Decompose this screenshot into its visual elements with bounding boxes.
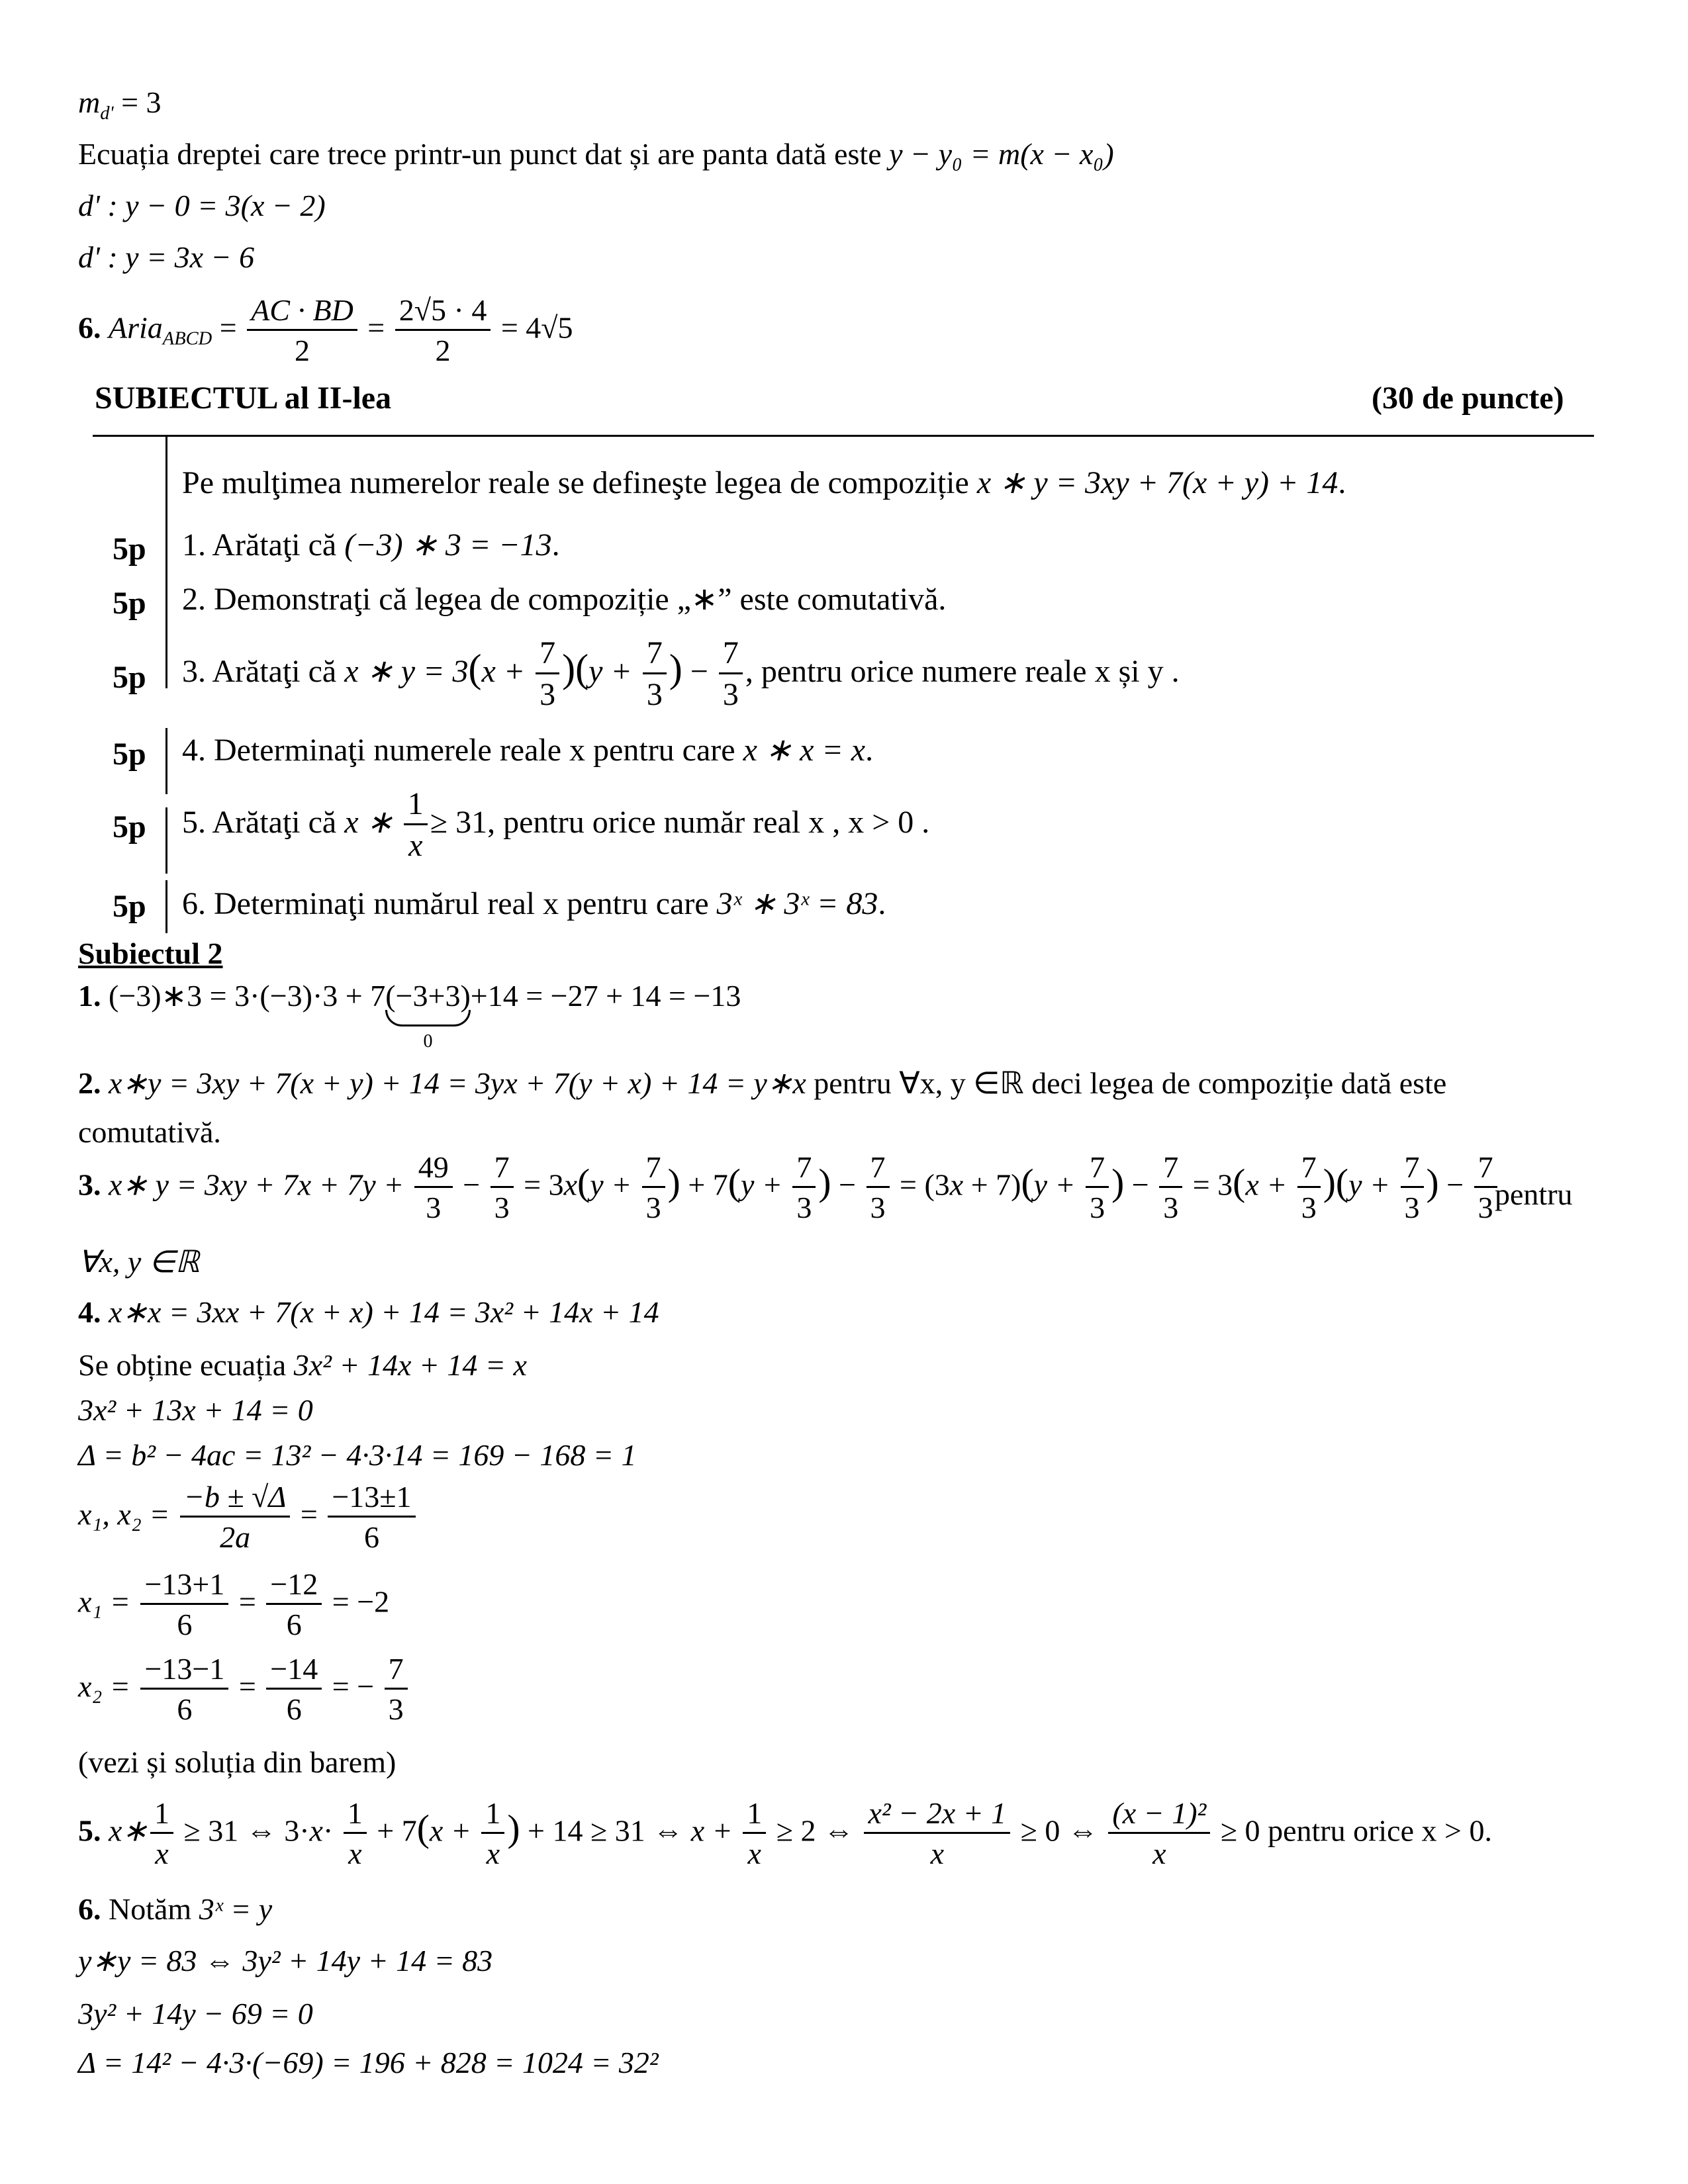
solution-4-x2: x₂ = $\frac{-13-1}{6}$ = $\frac{-14}{6}$ = − $\frac{7}{3}$ (78, 1653, 410, 1726)
problem-item-2: 2. Demonstraţi că legea de compoziție „∗” este comutativă. (182, 582, 947, 617)
points-label: 5p (113, 737, 146, 772)
area-formula: 6. Aria$_{ABCD}$ = $\frac{AC \cdot BD}{2}$ = $\frac{2√5 \cdot 4}{2}$ = 4√5 (78, 293, 573, 368)
solution-6-eq2: 3y² + 14y − 69 = 0 (78, 1997, 313, 2030)
points-label: 5p (113, 586, 146, 621)
section-title: SUBIECTUL al II-lea (95, 381, 392, 416)
solution-4-eq: Se obține ecuația 3x² + 14x + 14 = x (78, 1348, 527, 1382)
problem-item-4: 4. Determinaţi numerele reale x pentru care x ∗ x = x. (182, 733, 874, 768)
solution-6-delta: Δ = 14² − 4·3·(−69) = 196 + 828 = 1024 = 32² (78, 2046, 659, 2079)
points-label: 5p (113, 660, 146, 695)
points-label: 5p (113, 809, 146, 844)
solution-3-forall: ∀x, y ∈ℝ (78, 1245, 200, 1279)
problem-item-6: 6. Determinaţi numărul real x pentru care 3ˣ ∗ 3ˣ = 83. (182, 886, 886, 921)
solution-3: 3. x∗ y = 3xy + 7x + 7y + $\frac{49}{3}$ − $\frac{7}{3}$ = 3x(y + $\frac{7}{3}$ ) + 7(y + $\frac{7}{3}$ ) − $\frac{7}{3}$ = (3x + 7)(y + $\frac{7}{3}$ ) − $\frac{7}{3}$ = 3(x + $\frac{7}{3}$ )(y + $\frac{7}{3}$ ) − $\frac{7}{3}$ (78, 1152, 1500, 1224)
solution-6-eq1: y∗y = 83 ⇔ 3y² + 14y + 14 = 83 (78, 1944, 493, 1978)
divider-bar (165, 807, 167, 874)
header-rule (93, 435, 1594, 437)
line-d-prime-2: d' : y = 3x − 6 (78, 240, 255, 274)
solution-4-delta: Δ = b² − 4ac = 13² − 4·3·14 = 169 − 168 = 1 (78, 1438, 637, 1472)
divider-bar (165, 728, 167, 794)
solution-4-eq2: 3x² + 13x + 14 = 0 (78, 1393, 313, 1427)
solution-1: 1. (−3)∗3 = 3·(−3)·3 + 7(−3+3) 0 +14 = −27 + 14 = −13 (78, 979, 741, 1052)
line-equation-text: Ecuația dreptei care trece printr-un punct dat și are panta dată este y − y₀ = m(x − x₀) (78, 137, 1114, 171)
solution-4: 4. x∗x = 3xx + 7(x + x) + 14 = 3x² + 14x + 14 (78, 1295, 659, 1329)
solution-4-roots: x₁, x₂ = $\frac{-b \pm √\Delta}{2a}$ = $\frac{-13\pm 1}{6}$ (78, 1481, 418, 1554)
section-points: (30 de puncte) (1372, 381, 1564, 416)
solution-title: Subiectul 2 (78, 936, 223, 970)
problem-item-3: 3. Arătaţi că x ∗ y = 3(x + $\frac{7}{3}$ )(y + $\frac{7}{3}$ ) − $\frac{7}{3}$ , pentru orice numere reale x și y . (182, 635, 1180, 713)
points-label: 5p (113, 889, 146, 924)
solution-4-x1: x₁ = $\frac{-13+1}{6}$ = $\frac{-12}{6}$ = −2 (78, 1567, 390, 1642)
problem-intro: Pe mulţimea numerelor reale se defineşte legea de compoziție x ∗ y = 3xy + 7(x + y) + 14. (182, 465, 1346, 500)
problem-item-1: 1. Arătaţi că (−3) ∗ 3 = −13. (182, 527, 560, 563)
divider-bar (165, 880, 167, 933)
solution-5: 5. x∗ $\frac{1}{x}$ ≥ 31 ⇔ 3·x· $\frac{1}{x}$ + 7(x + $\frac{1}{x}$ ) + 14 ≥ 31 ⇔ x + $\frac{1}{x}$ ≥ 2 ⇔ $\frac{\text{x² − 2x + 1}}{x}$ ≥ 0 ⇔ $\frac{\text{(x − 1)²}}{x}$ ≥ 0 pentru orice x > 0. (78, 1796, 1492, 1871)
line-d-prime-1: d' : y − 0 = 3(x − 2) (78, 189, 326, 222)
solution-3-tail: pentru (1495, 1177, 1573, 1211)
solution-note: (vezi și soluția din barem) (78, 1745, 397, 1779)
divider-bar (165, 437, 167, 688)
points-label: 5p (113, 531, 146, 567)
solution-6: 6. Notăm 3ˣ = y (78, 1892, 273, 1926)
slope-line: $m_{d'} = 3$ (78, 85, 162, 124)
solution-2: 2. x∗y = 3xy + 7(x + y) + 14 = 3yx + 7(y + x) + 14 = y∗x pentru ∀x, y ∈ℝ deci legea de compoziție dată este (78, 1066, 1447, 1100)
solution-2-cont: comutativă. (78, 1115, 221, 1149)
problem-item-5: 5. Arătaţi că x ∗ $\frac{1}{x}$ ≥ 31, pentru orice număr real x , x > 0 . (182, 786, 930, 864)
